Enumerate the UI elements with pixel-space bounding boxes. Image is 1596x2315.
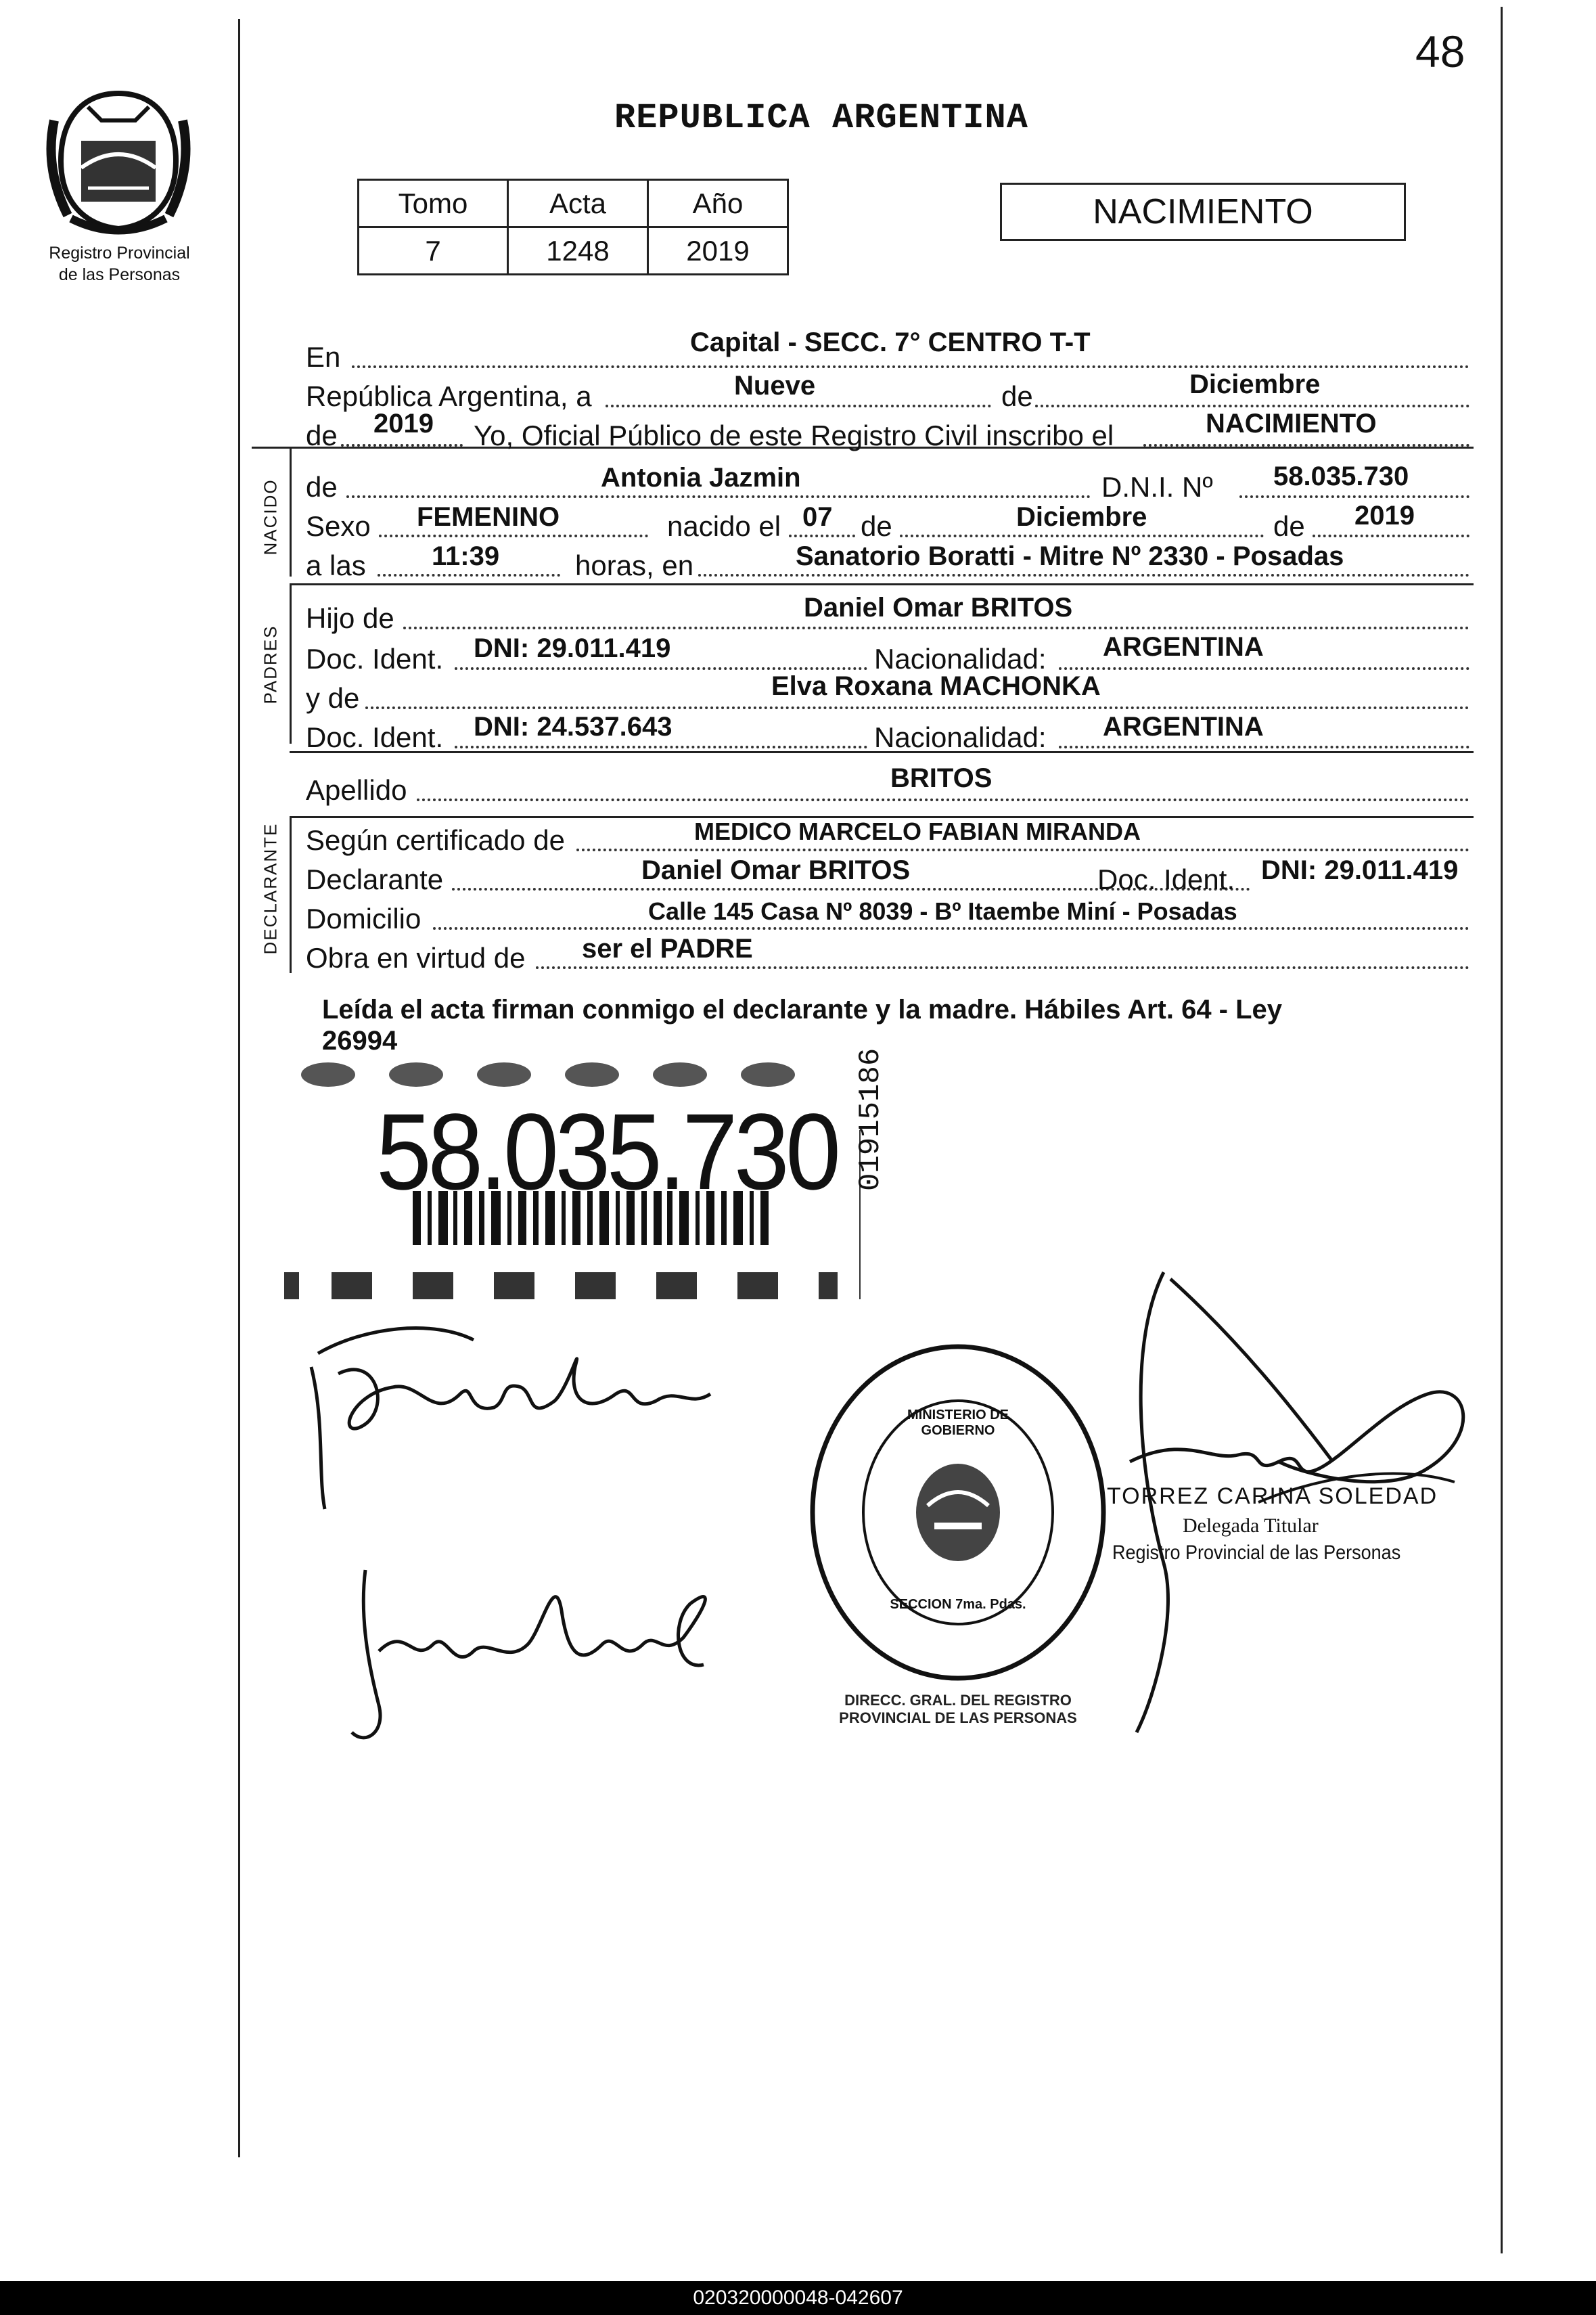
label-hijo-de: Hijo de xyxy=(306,602,394,634)
anio-header: Año xyxy=(648,180,788,227)
line-anio-nac xyxy=(1313,533,1469,537)
label-nacionalidad2: Nacionalidad: xyxy=(874,721,1047,753)
anio-value: 2019 xyxy=(648,227,788,275)
side-label-declarante: DECLARANTE xyxy=(260,822,281,955)
side-label-nacido: NACIDO xyxy=(260,478,281,556)
value-certificado: MEDICO MARCELO FABIAN MIRANDA xyxy=(694,817,1141,845)
label-republica-a: República Argentina, a xyxy=(306,380,592,412)
line-apellido xyxy=(417,797,1469,801)
value-anio-nac: 2019 xyxy=(1354,501,1415,531)
value-madre-doc: DNI: 24.537.643 xyxy=(474,712,672,742)
label-dni: D.N.I. Nº xyxy=(1101,471,1213,503)
org-name-line1: Registro Provincial xyxy=(49,244,190,263)
value-apellido: BRITOS xyxy=(890,763,993,793)
value-declarante: Daniel Omar BRITOS xyxy=(641,855,911,885)
line-anio xyxy=(341,443,463,447)
line-lugar-nac xyxy=(698,572,1469,577)
label-a-las: a las xyxy=(306,549,366,581)
line-lugar xyxy=(352,364,1469,368)
line-padre xyxy=(403,625,1469,629)
label-inscribo: Yo, Oficial Público de este Registro Civil inscribo el xyxy=(474,420,1114,451)
value-sexo: FEMENINO xyxy=(417,502,560,532)
bracket-nacido xyxy=(290,448,292,577)
value-dni: 58.035.730 xyxy=(1273,462,1409,491)
line-dni xyxy=(1239,494,1469,498)
line-nombre xyxy=(346,494,1091,498)
value-nombre: Antonia Jazmin xyxy=(601,463,801,493)
document-title: REPUBLICA ARGENTINA xyxy=(614,98,1028,138)
id-label-serial: 01915186 xyxy=(854,1048,888,1191)
line-mes xyxy=(1035,403,1469,407)
bracket-declarante xyxy=(290,817,292,973)
label-doc-ident2: Doc. Ident. xyxy=(306,721,444,753)
value-madre: Elva Roxana MACHONKA xyxy=(771,671,1101,701)
line-madre-nac xyxy=(1059,744,1469,748)
line-sexo xyxy=(379,533,648,537)
value-lugar: Capital - SECC. 7° CENTRO T-T xyxy=(690,328,1091,357)
footer-code: 020320000048-042607 xyxy=(0,2281,1596,2315)
legal-note-line1: Leída el acta firman conmigo el declarante y la madre. Hábiles Art. 64 - Ley xyxy=(322,995,1283,1025)
value-declarante-doc: DNI: 29.011.419 xyxy=(1261,855,1459,885)
line-dia xyxy=(606,403,991,407)
stamp-inner-text: MINISTERIO DE GOBIERNO xyxy=(907,1408,1009,1438)
line-madre xyxy=(365,705,1469,709)
value-mes: Diciembre xyxy=(1189,369,1321,399)
tomo-header: Tomo xyxy=(359,180,508,227)
right-margin-line xyxy=(1501,7,1503,2253)
label-declarante: Declarante xyxy=(306,863,444,895)
label-de-mes: de xyxy=(1001,380,1033,412)
record-type-box: NACIMIENTO xyxy=(1000,183,1406,241)
official-stamp xyxy=(802,1340,1114,1685)
label-de-anio2: de xyxy=(1273,510,1305,542)
legal-note-line2: 26994 xyxy=(322,1026,398,1056)
line-obra xyxy=(536,965,1469,969)
official-role: Delegada Titular xyxy=(1183,1514,1319,1537)
line-padre-nac xyxy=(1059,666,1469,670)
label-de-nombre: de xyxy=(306,471,338,503)
label-en: En xyxy=(306,341,341,373)
tomo-value: 7 xyxy=(359,227,508,275)
rule-padres-top xyxy=(290,583,1474,585)
label-de-dia: de xyxy=(861,510,892,542)
line-hora xyxy=(378,572,560,577)
org-logo xyxy=(41,80,196,242)
acta-value: 1248 xyxy=(508,227,648,275)
side-label-padres: PADRES xyxy=(260,625,281,704)
mother-signature xyxy=(338,1529,758,1759)
page-number: 48 xyxy=(1415,26,1465,76)
line-tipo xyxy=(1143,443,1469,447)
official-name: TORREZ CARINA SOLEDAD xyxy=(1107,1483,1438,1509)
record-table xyxy=(357,179,789,275)
stamp-section-text: SECCION 7ma. Pdas. xyxy=(890,1597,1026,1612)
label-apellido: Apellido xyxy=(306,774,407,806)
label-domicilio: Domicilio xyxy=(306,903,421,935)
line-certificado xyxy=(576,847,1469,851)
line-madre-doc xyxy=(455,744,867,748)
label-obra-en-virtud: Obra en virtud de xyxy=(306,942,526,974)
stamp-ring-text: DIRECC. GRAL. DEL REGISTRO PROVINCIAL DE LAS PERSONAS xyxy=(839,1692,1077,1726)
label-segun-certificado: Según certificado de xyxy=(306,824,565,856)
value-madre-nac: ARGENTINA xyxy=(1103,712,1264,742)
label-y-de: y de xyxy=(306,682,360,714)
label-nacido-el: nacido el xyxy=(667,510,781,542)
line-padre-doc xyxy=(455,666,867,670)
value-lugar-nac: Sanatorio Boratti - Mitre Nº 2330 - Posadas xyxy=(796,541,1344,571)
line-domicilio xyxy=(433,926,1469,930)
label-nacionalidad1: Nacionalidad: xyxy=(874,643,1047,675)
value-padre: Daniel Omar BRITOS xyxy=(804,593,1073,623)
line-dia-nac xyxy=(789,533,855,537)
value-mes-nac: Diciembre xyxy=(1016,502,1147,532)
label-horas-en: horas, en xyxy=(575,549,694,581)
declarant-signature xyxy=(298,1313,744,1516)
left-margin-line xyxy=(238,19,240,2157)
label-de-anio: de xyxy=(306,420,338,451)
value-hora: 11:39 xyxy=(432,541,500,571)
id-label-number: 58.035.730 xyxy=(376,1091,838,1212)
official-org: Registro Provincial de las Personas xyxy=(1112,1542,1401,1564)
value-padre-nac: ARGENTINA xyxy=(1103,632,1264,662)
value-domicilio: Calle 145 Casa Nº 8039 - Bº Itaembe Miní - Posadas xyxy=(648,897,1237,925)
value-anio: 2019 xyxy=(373,409,434,439)
line-mes-nac xyxy=(900,533,1264,537)
value-tipo-inscripcion: NACIMIENTO xyxy=(1206,409,1377,439)
org-name-line2: de las Personas xyxy=(58,265,181,284)
bracket-padres xyxy=(290,585,292,744)
acta-header: Acta xyxy=(508,180,648,227)
value-obra-en-virtud: ser el PADRE xyxy=(582,934,753,964)
value-padre-doc: DNI: 29.011.419 xyxy=(474,633,671,663)
label-doc-ident3: Doc. Ident. xyxy=(1097,863,1235,895)
label-doc-ident1: Doc. Ident. xyxy=(306,643,444,675)
value-dia-nac: 07 xyxy=(802,502,833,532)
label-sexo: Sexo xyxy=(306,510,371,542)
value-dia-letras: Nueve xyxy=(734,371,816,401)
